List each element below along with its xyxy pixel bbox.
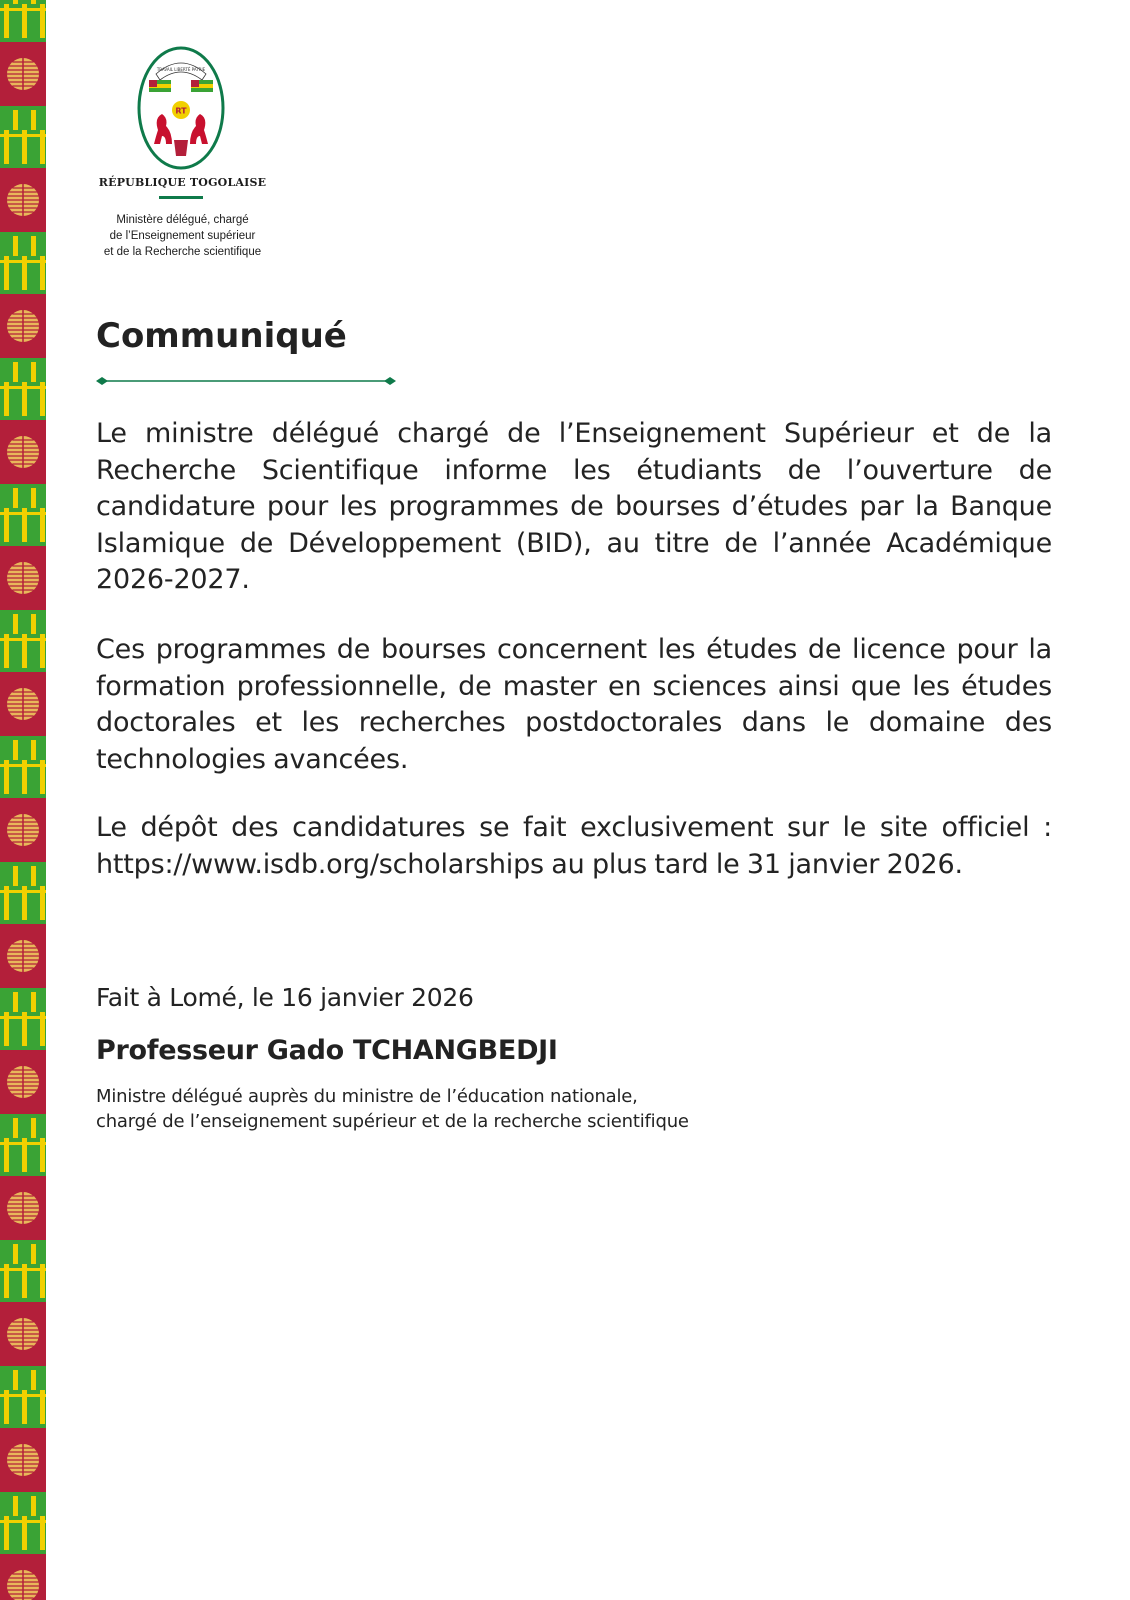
signatory-name: Professeur Gado TCHANGBEDJI bbox=[96, 1035, 558, 1066]
signatory-title-line-2: chargé de l’enseignement supérieur et de la recherche scientifique bbox=[96, 1111, 689, 1132]
ministry-line-3: et de la Recherche scientifique bbox=[103, 246, 262, 258]
title-divider bbox=[96, 376, 396, 386]
togo-coat-of-arms-icon bbox=[136, 44, 226, 172]
ministry-name bbox=[80, 212, 285, 260]
emblem-initials: RT bbox=[175, 106, 187, 116]
decorative-border-strip bbox=[0, 0, 46, 1600]
country-name: RÉPUBLIQUE TOGOLAISE bbox=[98, 176, 267, 189]
header-underline bbox=[159, 196, 203, 199]
body-paragraph: Le ministre délégué chargé de l’Enseignement Supérieur et de la Recherche Scientifique informe les étudiants de l’ouverture de candidature pour les programmes de bourses d’études par la Banque Islamique de Développement (BID), au titre de l’année Académique 2026-2027. bbox=[96, 418, 1052, 595]
body-paragraph: Ces programmes de bourses concernent les études de licence pour la formation professionnelle, de master en sciences ainsi que les études doctorales et les recherches postdoctorales dans le domaine des technologies avancées. bbox=[96, 634, 1052, 775]
emblem-motto: TRAVAIL LIBERTÉ PATRIE bbox=[156, 67, 206, 72]
signatory-title bbox=[96, 1084, 689, 1134]
page-title: Communiqué bbox=[96, 316, 347, 356]
body-paragraph: Le dépôt des candidatures se fait exclusivement sur le site officiel : https://www.isdb.org/scholarships au plus tard le 31 janvier 2026. bbox=[96, 812, 1052, 880]
signatory-title-line-1: Ministre délégué auprès du ministre de l’éducation nationale, bbox=[96, 1086, 638, 1107]
place-date: Fait à Lomé, le 16 janvier 2026 bbox=[96, 983, 474, 1012]
ministry-line-1: Ministère délégué, chargé bbox=[116, 214, 249, 226]
ministry-line-2: de l’Enseignement supérieur bbox=[109, 230, 256, 242]
